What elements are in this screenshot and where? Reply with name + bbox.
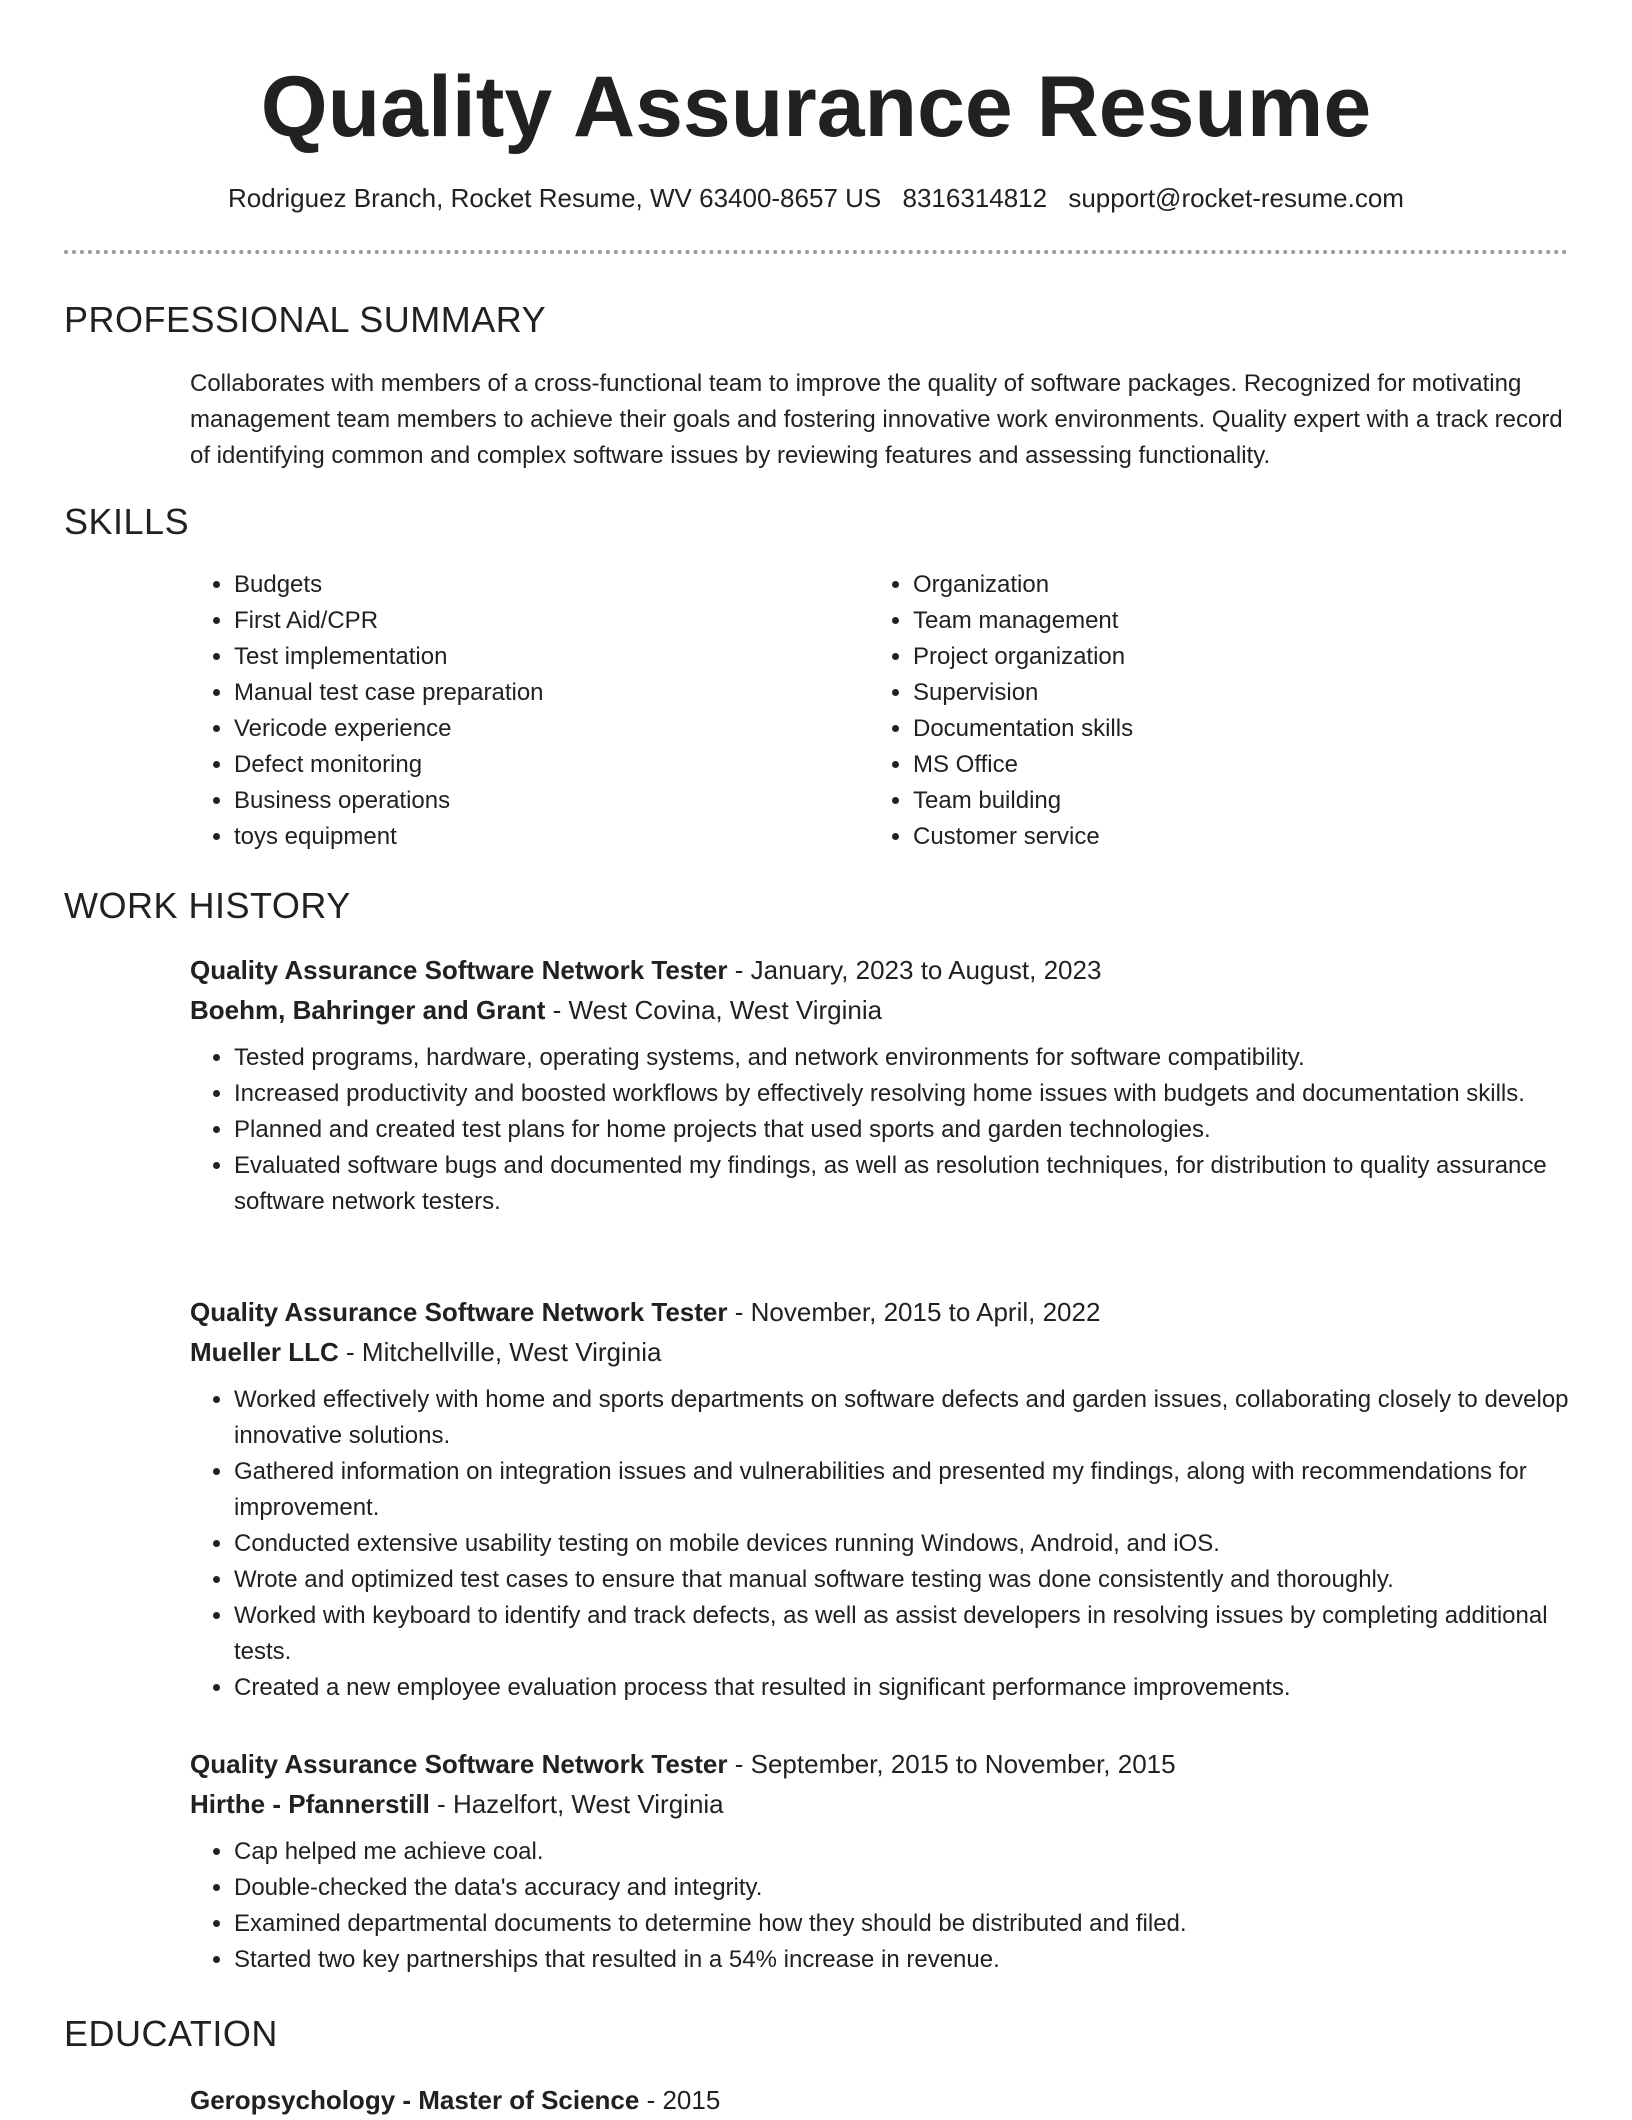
header-divider <box>64 250 1568 254</box>
education-heading: EDUCATION <box>64 2013 278 2054</box>
job-bullet: • Wrote and optimized test cases to ensure that manual software testing was done consistently and thoroughly. <box>234 1562 1570 1598</box>
skills-column-left <box>190 567 830 855</box>
job-dates: November, 2015 to April, 2022 <box>750 1297 1101 1327</box>
job-bullet: • Worked effectively with home and sports departments on software defects and garden issues, collaborating closely to develop innovative solutions. <box>234 1382 1570 1454</box>
job-bullet: • Cap helped me achieve coal. <box>234 1834 1570 1870</box>
job-bullet: • Increased productivity and boosted workflows by effectively resolving home issues with budgets and documentation skills. <box>234 1076 1570 1112</box>
job-title-line: Quality Assurance Software Network Tester - September, 2015 to November, 2015 <box>190 1749 1176 1779</box>
skill-item: • MS Office <box>913 747 1549 783</box>
skills-list-left <box>190 567 830 855</box>
job-location: West Covina, West Virginia <box>568 995 883 1025</box>
job-bullets <box>190 1040 1570 1220</box>
skill-item: • Customer service <box>913 819 1549 855</box>
job-bullet: • Tested programs, hardware, operating systems, and network environments for software compatibility. <box>234 1040 1570 1076</box>
contact-email: support@rocket-resume.com <box>1068 183 1404 213</box>
skill-item: • Supervision <box>913 675 1549 711</box>
education-degree: Geropsychology - Master of Science <box>190 2085 640 2115</box>
skill-item: • Organization <box>913 567 1549 603</box>
contact-address: Rodriguez Branch, Rocket Resume, WV 63400-8657 US <box>228 183 882 213</box>
job-bullet: • Worked with keyboard to identify and track defects, as well as assist developers in resolving issues by completing additional tests. <box>234 1598 1570 1670</box>
skills-heading: SKILLS <box>64 501 190 542</box>
skill-item: • First Aid/CPR <box>234 603 830 639</box>
job-company-line: Mueller LLC - Mitchellville, West Virginia <box>190 1337 662 1367</box>
summary-heading: PROFESSIONAL SUMMARY <box>64 299 547 340</box>
resume-title: Quality Assurance Resume <box>260 59 1372 155</box>
job-bullet: • Evaluated software bugs and documented my findings, as well as resolution techniques, for distribution to quality assurance software network testers. <box>234 1148 1570 1220</box>
skills-list-right <box>869 567 1549 855</box>
job-title: Quality Assurance Software Network Tester <box>190 1749 728 1779</box>
job-title: Quality Assurance Software Network Tester <box>190 955 728 985</box>
skill-item: • Project organization <box>913 639 1549 675</box>
skill-item: • Documentation skills <box>913 711 1549 747</box>
skill-item: • Vericode experience <box>234 711 830 747</box>
job-title-line: Quality Assurance Software Network Tester - November, 2015 to April, 2022 <box>190 1297 1101 1327</box>
skill-item: • Team management <box>913 603 1549 639</box>
job-entry <box>190 950 1570 1220</box>
job-title-line: Quality Assurance Software Network Tester - January, 2023 to August, 2023 <box>190 955 1102 985</box>
job-bullet: • Gathered information on integration issues and vulnerabilities and presented my findings, along with recommendations for improvement. <box>234 1454 1570 1526</box>
job-dates: January, 2023 to August, 2023 <box>750 955 1102 985</box>
job-title: Quality Assurance Software Network Tester <box>190 1297 728 1327</box>
skill-item: • Defect monitoring <box>234 747 830 783</box>
job-dates: September, 2015 to November, 2015 <box>750 1749 1176 1779</box>
skill-item: • Manual test case preparation <box>234 675 830 711</box>
skill-item: • Budgets <box>234 567 830 603</box>
job-entry <box>190 1292 1570 1706</box>
job-bullets <box>190 1382 1570 1706</box>
job-bullet: • Planned and created test plans for home projects that used sports and garden technologies. <box>234 1112 1570 1148</box>
job-location: Mitchellville, West Virginia <box>361 1337 662 1367</box>
job-location: Hazelfort, West Virginia <box>452 1789 724 1819</box>
job-company-line: Hirthe - Pfannerstill - Hazelfort, West Virginia <box>190 1789 724 1819</box>
job-company: Hirthe - Pfannerstill <box>190 1789 430 1819</box>
education-year: 2015 <box>662 2085 721 2115</box>
job-bullets <box>190 1834 1570 1978</box>
job-bullet: • Created a new employee evaluation process that resulted in significant performance improvements. <box>234 1670 1570 1706</box>
skill-item: • Business operations <box>234 783 830 819</box>
job-company: Boehm, Bahringer and Grant <box>190 995 546 1025</box>
contact-phone: 8316314812 <box>902 183 1048 213</box>
job-company-line: Boehm, Bahringer and Grant - West Covina, West Virginia <box>190 995 883 1025</box>
job-company: Mueller LLC <box>190 1337 339 1367</box>
skill-item: • Team building <box>913 783 1549 819</box>
skills-column-right <box>869 567 1549 855</box>
skill-item: • toys equipment <box>234 819 830 855</box>
job-entry <box>190 1744 1570 1978</box>
skill-item: • Test implementation <box>234 639 830 675</box>
work-history-heading: WORK HISTORY <box>64 885 351 926</box>
job-bullet: • Examined departmental documents to determine how they should be distributed and filed. <box>234 1906 1570 1942</box>
job-bullet: • Started two key partnerships that resulted in a 54% increase in revenue. <box>234 1942 1570 1978</box>
education-entry: Geropsychology - Master of Science - 2015 <box>190 2085 721 2115</box>
job-bullet: • Double-checked the data's accuracy and integrity. <box>234 1870 1570 1906</box>
summary-text: Collaborates with members of a cross-functional team to improve the quality of software packages. Recognized for motivating management team members to achieve their goals and fostering innovative work environments. Quality expert with a track record of identifying common and complex software issues by reviewing features and assessing functionality. <box>190 370 1563 469</box>
job-bullet: • Conducted extensive usability testing on mobile devices running Windows, Android, and iOS. <box>234 1526 1570 1562</box>
contact-line <box>0 180 1632 216</box>
